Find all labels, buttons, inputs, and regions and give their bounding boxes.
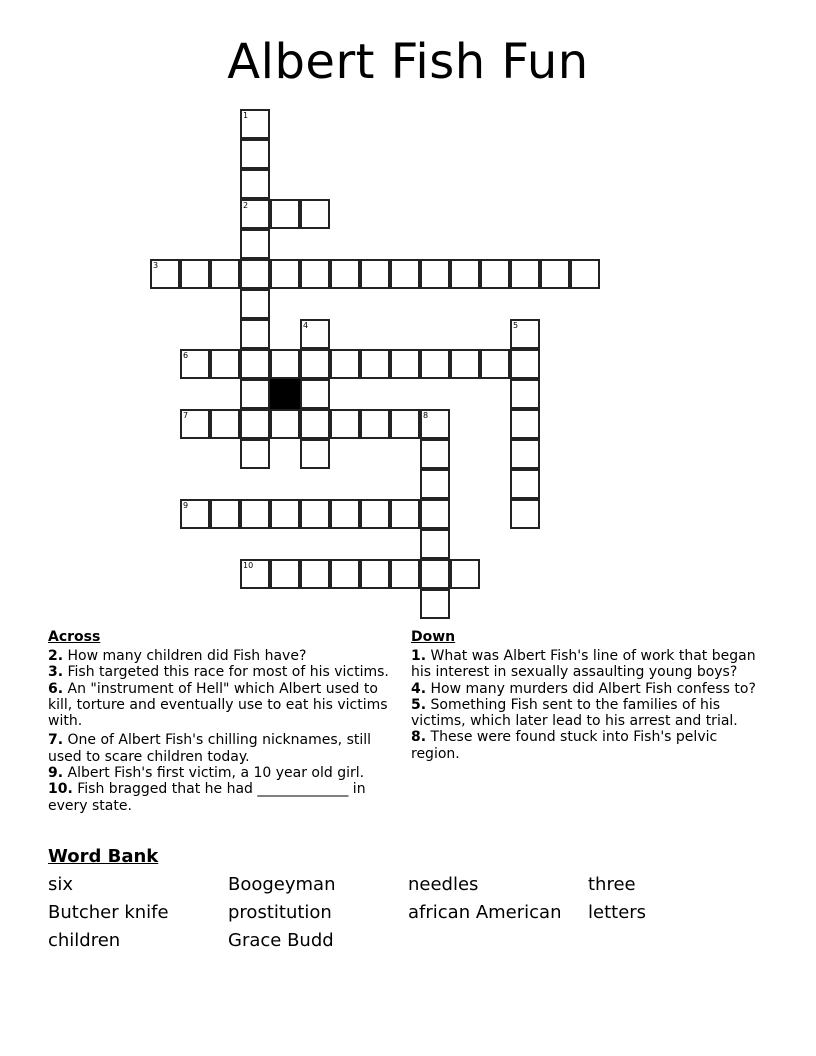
grid-cell[interactable]	[390, 349, 420, 379]
clue-text: Something Fish sent to the families of his victims, which later lead to his arrest and trial.	[411, 696, 738, 730]
word-bank-item: six	[48, 874, 74, 895]
word-bank-item: Grace Budd	[228, 930, 334, 951]
grid-cell[interactable]	[360, 409, 390, 439]
grid-cell[interactable]	[270, 199, 300, 229]
grid-cell[interactable]	[240, 499, 270, 529]
grid-cell[interactable]	[360, 499, 390, 529]
grid-cell[interactable]	[300, 409, 330, 439]
grid-cell[interactable]	[330, 409, 360, 439]
grid-cell[interactable]	[510, 259, 540, 289]
clue-number-label: 9	[183, 501, 189, 510]
across-heading: Across	[48, 629, 101, 645]
clue-text: One of Albert Fish's chilling nicknames, still used to scare children today.	[48, 732, 372, 765]
grid-cell[interactable]	[210, 409, 240, 439]
grid-cell[interactable]	[420, 409, 450, 439]
black-cell	[270, 379, 300, 409]
grid-cell[interactable]	[240, 319, 270, 349]
clue-number: 7.	[48, 732, 64, 749]
grid-cell[interactable]	[360, 559, 390, 589]
clue-text: An "instrument of Hell" which Albert used to kill, torture and eventually use to eat his victims with.	[48, 680, 388, 730]
grid-cell[interactable]	[450, 349, 480, 379]
grid-cell[interactable]	[270, 559, 300, 589]
down-heading: Down	[411, 629, 456, 645]
word-bank-item: letters	[588, 902, 647, 923]
grid-cell[interactable]	[450, 259, 480, 289]
grid-cell[interactable]	[420, 259, 450, 289]
clue-number-label: 8	[423, 411, 429, 420]
grid-cell[interactable]	[300, 379, 330, 409]
grid-cell[interactable]	[360, 349, 390, 379]
grid-cell[interactable]	[240, 259, 270, 289]
grid-cell[interactable]	[240, 379, 270, 409]
grid-cell[interactable]	[570, 259, 600, 289]
grid-cell[interactable]	[450, 559, 480, 589]
grid-cell[interactable]	[240, 199, 270, 229]
grid-cell[interactable]	[480, 259, 510, 289]
clue-down-1	[411, 648, 766, 681]
word-bank-item: three	[588, 874, 636, 895]
clue-number-label: 10	[243, 561, 254, 570]
grid-cell[interactable]	[390, 559, 420, 589]
clue-across-7	[48, 732, 398, 765]
page-title: Albert Fish Fun	[227, 34, 589, 90]
clue-text: What was Albert Fish's line of work that began his interest in sexually assaulting young boys?	[411, 648, 756, 681]
clue-down-8	[411, 729, 766, 762]
grid-cell[interactable]	[330, 559, 360, 589]
word-bank-item: needles	[408, 874, 479, 895]
clue-text: Albert Fish's first victim, a 10 year old girl.	[63, 765, 365, 782]
down-clues	[411, 629, 766, 762]
grid-cell[interactable]	[420, 589, 450, 619]
grid-cell[interactable]	[420, 529, 450, 559]
grid-cell[interactable]	[180, 409, 210, 439]
grid-cell[interactable]	[240, 559, 270, 589]
clue-text: How many murders did Albert Fish confess to?	[426, 680, 756, 697]
grid-cell[interactable]	[510, 319, 540, 349]
clue-number: 5.	[411, 696, 427, 713]
clue-text: Fish bragged that he had _____________ in every state.	[48, 781, 366, 814]
grid-cell[interactable]	[270, 409, 300, 439]
clue-across-9	[48, 765, 398, 781]
clue-number-label: 5	[513, 321, 519, 330]
clue-text: Fish targeted this race for most of his victims.	[63, 664, 389, 681]
grid-cell[interactable]	[480, 349, 510, 379]
word-bank	[48, 846, 788, 952]
clue-number: 1.	[411, 648, 427, 664]
grid-cell[interactable]	[180, 349, 210, 379]
word-bank-item: Butcher knife	[48, 902, 169, 923]
grid-cell[interactable]	[420, 439, 450, 469]
grid-cell[interactable]	[240, 229, 270, 259]
clue-number-label: 7	[183, 411, 189, 420]
word-bank-item: children	[48, 930, 121, 951]
grid-cell[interactable]	[510, 409, 540, 439]
word-bank-item: prostitution	[228, 902, 332, 923]
grid-cell[interactable]	[240, 109, 270, 139]
grid-cell[interactable]	[300, 199, 330, 229]
clue-across-10	[48, 781, 398, 814]
grid-cell[interactable]	[510, 379, 540, 409]
grid-cell[interactable]	[420, 559, 450, 589]
word-bank-item: african American	[408, 902, 562, 923]
clue-across-3	[48, 664, 398, 680]
clue-number-label: 3	[153, 261, 159, 270]
clue-number-label: 6	[183, 351, 189, 360]
clue-number: 4.	[411, 680, 427, 697]
grid-cell[interactable]	[240, 169, 270, 199]
grid-cell[interactable]	[300, 349, 330, 379]
grid-cell[interactable]	[420, 499, 450, 529]
grid-cell[interactable]	[240, 349, 270, 379]
grid-cell[interactable]	[210, 349, 240, 379]
grid-cell[interactable]	[300, 319, 330, 349]
clue-number: 3.	[48, 664, 64, 681]
grid-cell[interactable]	[300, 499, 330, 529]
grid-cell[interactable]	[330, 349, 360, 379]
grid-cell[interactable]	[540, 259, 570, 289]
grid-cell[interactable]	[240, 439, 270, 469]
grid-cell[interactable]	[240, 409, 270, 439]
clue-number: 6.	[48, 680, 64, 697]
grid-cell[interactable]	[240, 139, 270, 169]
grid-cell[interactable]	[390, 409, 420, 439]
grid-cell[interactable]	[210, 259, 240, 289]
grid-cell[interactable]	[510, 439, 540, 469]
grid-cell[interactable]	[330, 259, 360, 289]
clue-across-6	[48, 681, 398, 730]
grid-cell[interactable]	[300, 559, 330, 589]
grid-cell[interactable]	[270, 349, 300, 379]
grid-cell[interactable]	[210, 499, 240, 529]
grid-cell[interactable]	[330, 499, 360, 529]
grid-cell[interactable]	[300, 259, 330, 289]
clue-number-label: 1	[243, 111, 249, 120]
clue-across-2	[48, 648, 398, 664]
word-bank-item: Boogeyman	[228, 874, 336, 895]
grid-cell[interactable]	[180, 259, 210, 289]
clue-number: 10.	[48, 781, 73, 798]
clue-text: How many children did Fish have?	[63, 648, 307, 664]
grid-cell[interactable]	[300, 439, 330, 469]
grid-cell[interactable]	[390, 499, 420, 529]
clue-number: 2.	[48, 648, 64, 664]
clue-number-label: 2	[243, 201, 249, 210]
grid-cell[interactable]	[270, 499, 300, 529]
grid-cell[interactable]	[510, 499, 540, 529]
grid-cell[interactable]	[390, 259, 420, 289]
clue-down-4	[411, 681, 766, 697]
word-bank-heading: Word Bank	[48, 846, 159, 867]
grid-cell[interactable]	[240, 289, 270, 319]
clue-text: These were found stuck into Fish's pelvic region.	[411, 729, 718, 762]
across-clues	[48, 629, 398, 814]
clue-number: 8.	[411, 729, 427, 746]
grid-cell[interactable]	[180, 499, 210, 529]
grid-cell[interactable]	[420, 469, 450, 499]
grid-cell[interactable]	[420, 349, 450, 379]
clue-down-5	[411, 697, 766, 730]
grid-cell[interactable]	[150, 259, 180, 289]
grid-cell[interactable]	[510, 349, 540, 379]
grid-cell[interactable]	[270, 259, 300, 289]
clue-number-label: 4	[303, 321, 309, 330]
grid-cell[interactable]	[360, 259, 390, 289]
clue-number: 9.	[48, 765, 64, 782]
grid-cell[interactable]	[510, 469, 540, 499]
